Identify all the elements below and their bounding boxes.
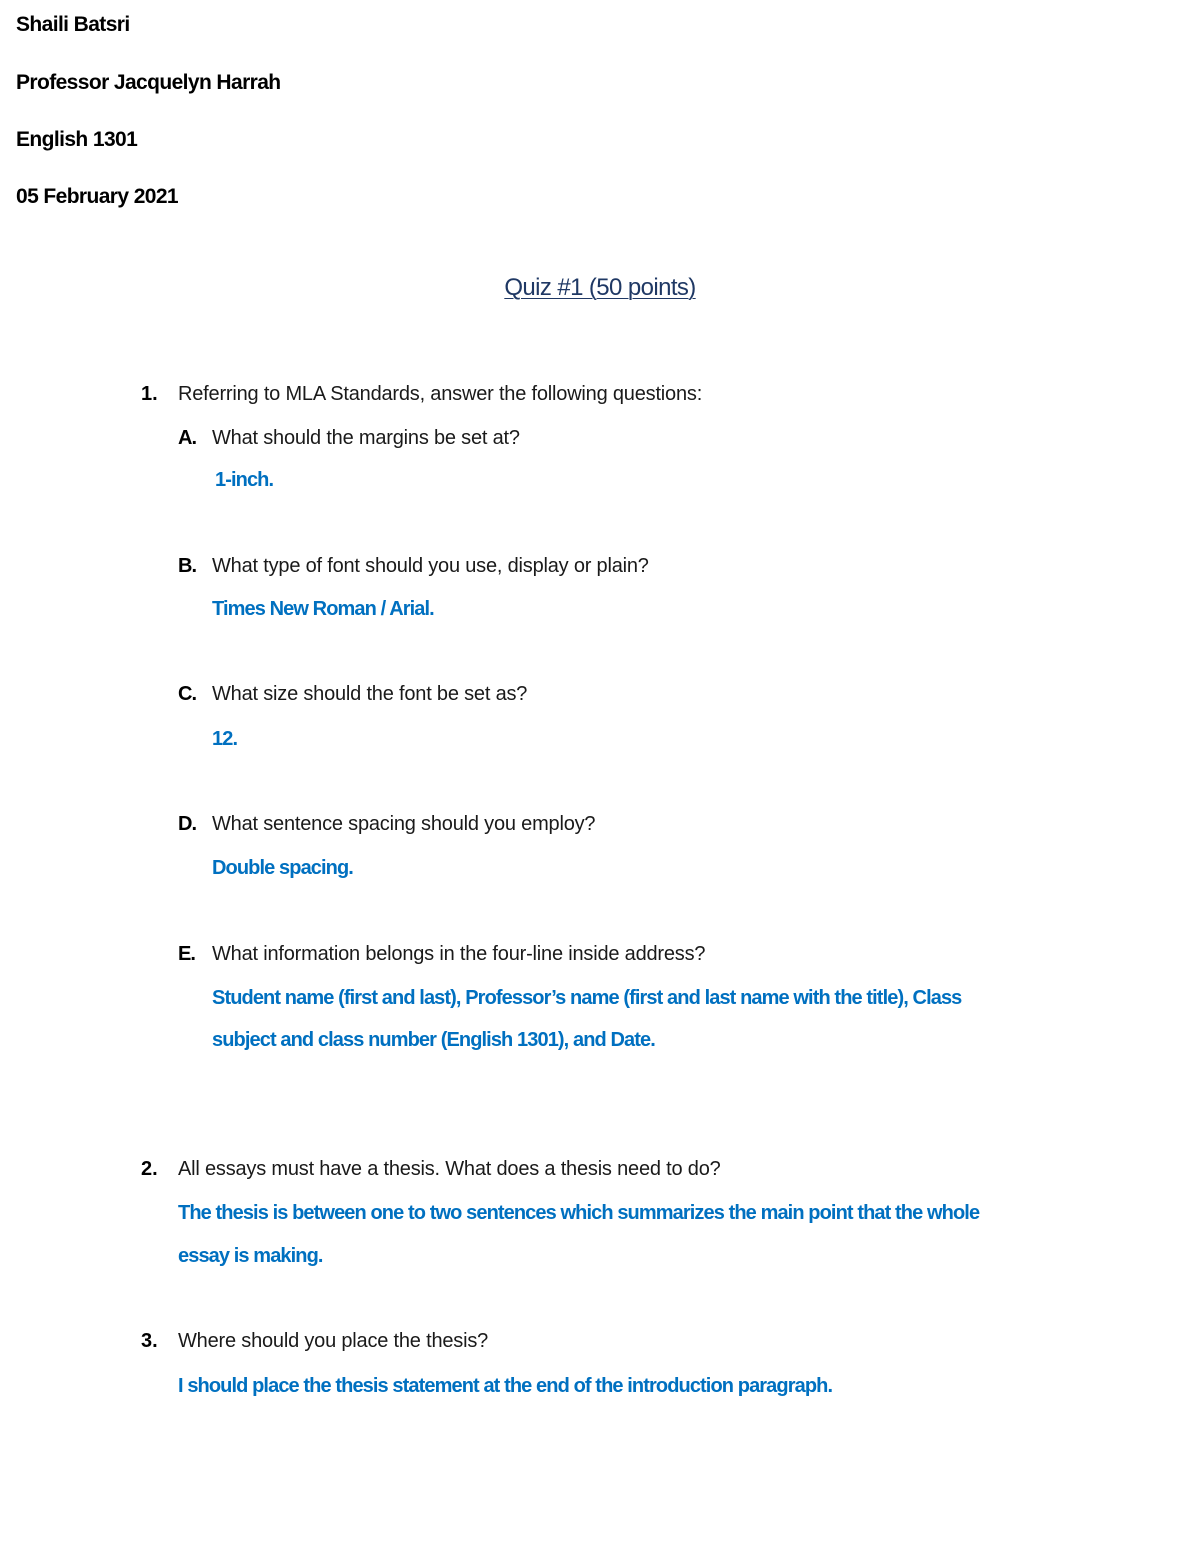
answer-line: The thesis is between one to two sentences which summarizes the main point that the whole (178, 1202, 980, 1224)
subquestion-text: What should the margins be set at? (212, 427, 520, 449)
subquestion-text: What information belongs in the four-line inside address? (212, 943, 706, 965)
question-text: Where should you place the thesis? (178, 1330, 489, 1352)
subquestion-letter: B. (178, 555, 196, 577)
answer-line: subject and class number (English 1301), and Date. (212, 1029, 655, 1051)
answer-text: 12. (212, 728, 238, 750)
subquestion-letter: A. (178, 427, 196, 449)
quiz-title: Quiz #1 (50 points) (504, 274, 696, 301)
subquestion-letter: C. (178, 683, 196, 705)
answer-text: Times New Roman / Arial. (212, 598, 434, 620)
student-name: Shaili Batsri (16, 13, 130, 36)
question-text: All essays must have a thesis. What does a thesis need to do? (178, 1158, 721, 1180)
question-number: 3. (141, 1330, 158, 1352)
course-name: English 1301 (16, 128, 138, 151)
answer-line: essay is making. (178, 1245, 323, 1267)
subquestion-letter: D. (178, 813, 196, 835)
question-number: 2. (141, 1158, 158, 1180)
answer-text: 1-inch. (215, 469, 274, 491)
professor-name: Professor Jacquelyn Harrah (16, 71, 281, 94)
subquestion-text: What sentence spacing should you employ? (212, 813, 596, 835)
answer-line: I should place the thesis statement at the end of the introduction paragraph. (178, 1375, 833, 1397)
subquestion-text: What type of font should you use, display or plain? (212, 555, 649, 577)
answer-text: Double spacing. (212, 857, 353, 879)
question-text: Referring to MLA Standards, answer the following questions: (178, 383, 703, 405)
document-date: 05 February 2021 (16, 185, 179, 208)
answer-line: Student name (first and last), Professor’s name (first and last name with the title), Class (212, 987, 962, 1009)
subquestion-text: What size should the font be set as? (212, 683, 528, 705)
subquestion-letter: E. (178, 943, 195, 965)
question-number: 1. (141, 383, 158, 405)
